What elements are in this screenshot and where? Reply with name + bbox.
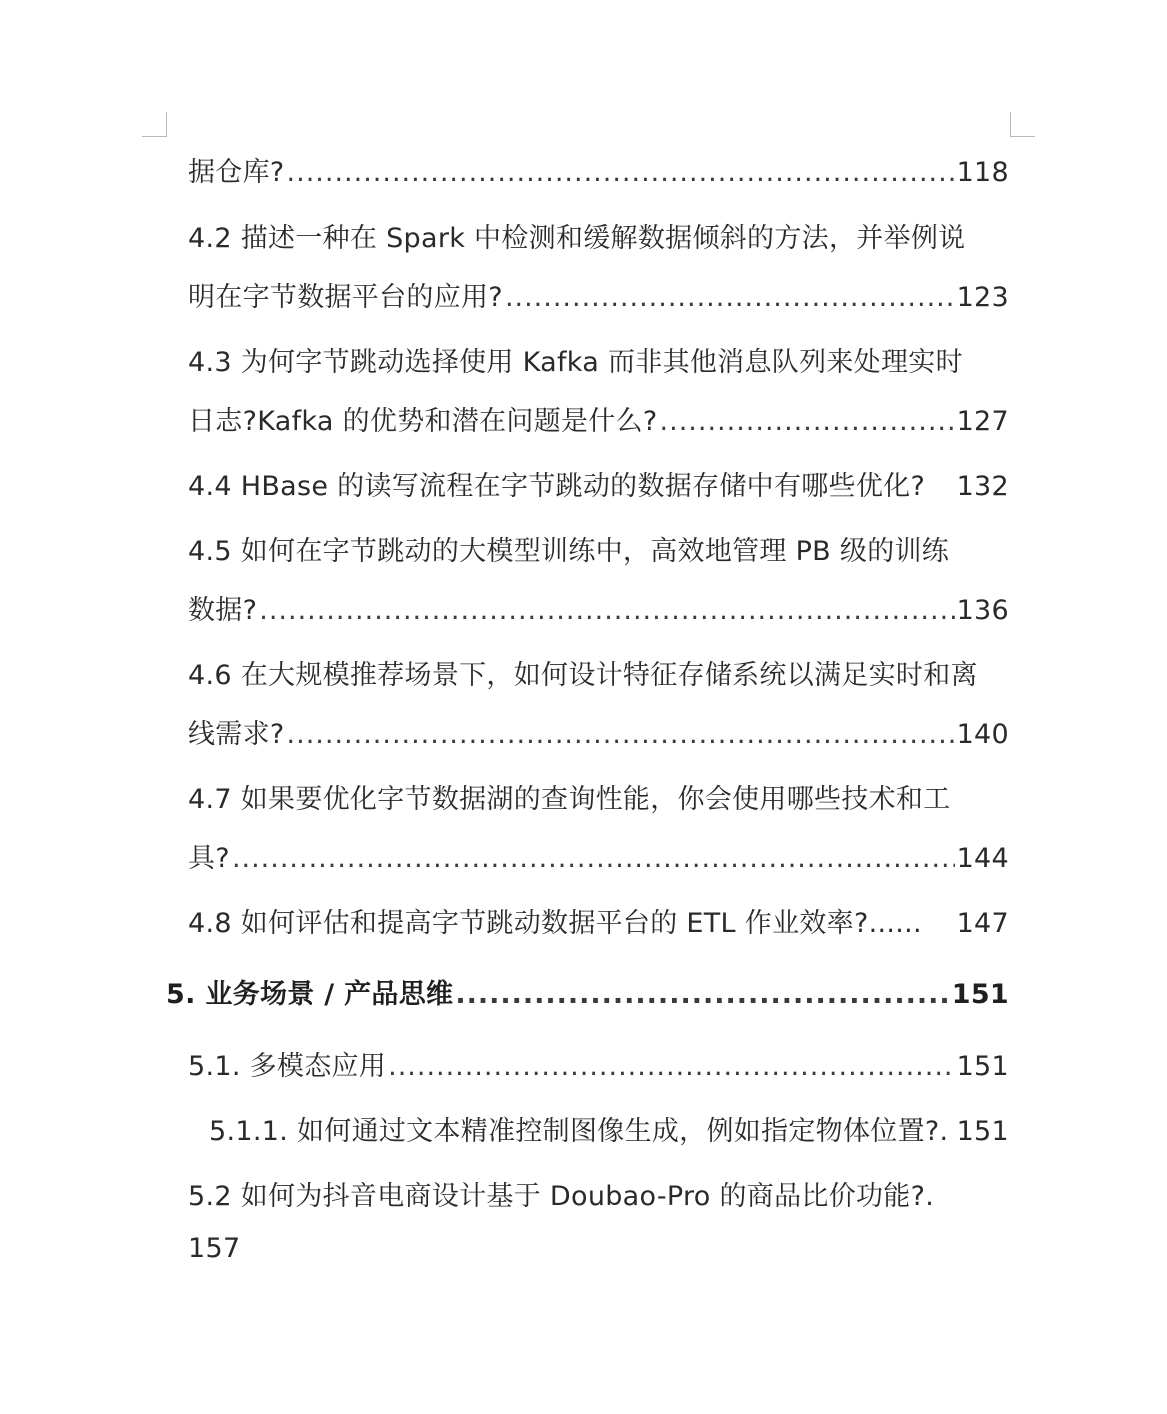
toc-chapter-title: 5. 业务场景 / 产品思维 <box>166 979 454 1010</box>
dot-leader <box>259 595 954 626</box>
toc-entry-page: 136 <box>956 595 1009 626</box>
toc-entry-title: 5.1. 多模态应用 <box>188 1051 387 1082</box>
toc-entry-page: 157 <box>188 1233 241 1264</box>
toc-entry-title: 4.5 如何在字节跳动的大模型训练中，高效地管理 PB 级的训练 <box>188 536 950 567</box>
dot-leader <box>660 406 955 437</box>
toc-entry[interactable] <box>188 777 951 816</box>
toc-entry-title: 5.1.1. 如何通过文本精准控制图像生成，例如指定物体位置?. <box>209 1116 949 1147</box>
toc-entry-title: 4.8 如何评估和提高字节跳动数据平台的 ETL 作业效率?...... <box>188 908 922 939</box>
toc-entry[interactable] <box>188 216 965 255</box>
toc-entry-page: 118 <box>956 157 1009 188</box>
toc-section-entry[interactable] <box>188 1044 1009 1083</box>
toc-entry[interactable] <box>188 901 1009 940</box>
toc-entry-title: 据仓库? <box>188 157 285 188</box>
toc-entry-page: 151 <box>956 1051 1009 1082</box>
toc-entry-page: 132 <box>956 471 1009 502</box>
crop-mark-top-left <box>142 112 167 137</box>
toc-entry-title: 4.4 HBase 的读写流程在字节跳动的数据存储中有哪些优化? <box>188 471 926 502</box>
toc-entry-page: 140 <box>956 719 1009 750</box>
crop-mark-top-right <box>1010 112 1035 137</box>
dot-leader <box>505 282 955 313</box>
toc-entry[interactable] <box>188 529 949 568</box>
toc-chapter-page: 151 <box>951 979 1009 1010</box>
toc-entry-title: 线需求? <box>188 719 285 750</box>
toc-entry-page: 151 <box>956 1116 1009 1147</box>
toc-entry[interactable] <box>188 653 978 692</box>
toc-entry-page: 144 <box>956 843 1009 874</box>
toc-entry-continuation[interactable] <box>188 712 1009 751</box>
toc-chapter-entry[interactable] <box>166 972 1009 1011</box>
toc-entry[interactable] <box>188 464 1009 503</box>
toc-entry-title: 4.3 为何字节跳动选择使用 Kafka 而非其他消息队列来处理实时 <box>188 347 963 378</box>
toc-entry-continuation[interactable] <box>188 399 1009 438</box>
toc-entry[interactable] <box>188 340 963 379</box>
toc-entry-continuation[interactable] <box>188 836 1009 875</box>
toc-subsection-entry[interactable] <box>209 1109 1009 1148</box>
toc-entry-title: 4.6 在大规模推荐场景下，如何设计特征存储系统以满足实时和离 <box>188 660 978 691</box>
dot-leader <box>287 719 955 750</box>
toc-entry[interactable] <box>188 150 1009 189</box>
toc-entry-title: 具? <box>188 843 230 874</box>
toc-entry-page: 123 <box>956 282 1009 313</box>
toc-entry-title: 4.2 描述一种在 Spark 中检测和缓解数据倾斜的方法，并举例说 <box>188 223 966 254</box>
toc-entry[interactable] <box>188 1174 934 1213</box>
dot-leader <box>388 1051 954 1082</box>
dot-leader <box>455 979 949 1010</box>
toc-entry-title: 明在字节数据平台的应用? <box>188 282 503 313</box>
toc-entry-title: 4.7 如果要优化字节数据湖的查询性能，你会使用哪些技术和工 <box>188 784 951 815</box>
dot-leader <box>232 843 955 874</box>
dot-leader <box>287 157 955 188</box>
toc-entry-page: 147 <box>956 908 1009 939</box>
toc-entry-continuation[interactable] <box>188 1233 240 1264</box>
toc-entry-page: 127 <box>956 406 1009 437</box>
toc-entry-continuation[interactable] <box>188 275 1009 314</box>
toc-entry-title: 5.2 如何为抖音电商设计基于 Doubao-Pro 的商品比价功能?. <box>188 1181 935 1212</box>
toc-entry-continuation[interactable] <box>188 588 1009 627</box>
toc-entry-title: 数据? <box>188 595 258 626</box>
toc-entry-title: 日志?Kafka 的优势和潜在问题是什么? <box>188 406 658 437</box>
